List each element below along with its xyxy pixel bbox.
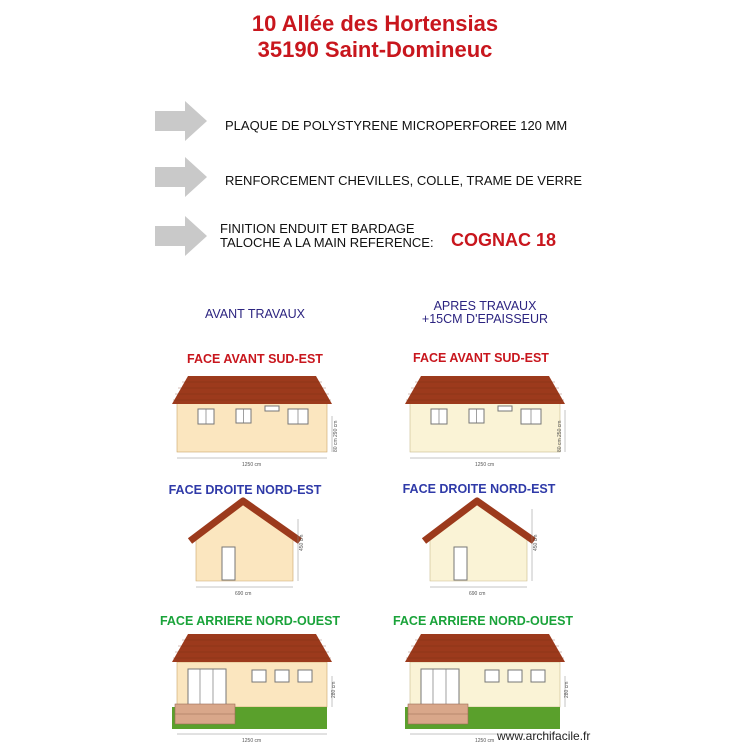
side-width-dimension: 690 cm (469, 591, 486, 597)
step-finish-line-1: FINITION ENDUIT ET BARDAGE (220, 221, 415, 236)
side-elevation-after (424, 499, 544, 599)
arrow-right-icon (155, 101, 207, 141)
step-insulation-text: PLAQUE DE POLYSTYRENE MICROPERFOREE 120 MM (225, 118, 568, 133)
front-height-dimension: 80 cm 250 cm (557, 420, 563, 452)
step-reinforcement-text: RENFORCEMENT CHEVILLES, COLLE, TRAME DE VERRE (225, 173, 583, 188)
step-finish-line-2: TALOCHE A LA MAIN REFERENCE: (220, 235, 434, 250)
face-right-after-title: FACE DROITE NORD-EST (402, 482, 556, 496)
column-after-heading-line-2: +15CM D'EPAISSEUR (421, 312, 549, 326)
site-credit: www.archifacile.fr (497, 729, 591, 743)
column-after-heading-line-1: APRES TRAVAUX (433, 299, 537, 313)
arrow-right-icon (155, 157, 207, 197)
column-before-heading: AVANT TRAVAUX (204, 307, 306, 321)
arrow-right-icon (155, 216, 207, 256)
rear-width-dimension: 1250 cm (475, 738, 495, 744)
side-height-dimension: 450 cm (533, 534, 539, 551)
front-width-dimension: 1250 cm (242, 462, 262, 468)
address-line-2: 35190 Saint-Domineuc (257, 37, 493, 62)
rear-width-dimension: 1250 cm (242, 738, 262, 744)
face-front-after-title: FACE AVANT SUD-EST (413, 351, 549, 365)
face-rear-before-title: FACE ARRIERE NORD-OUEST (159, 614, 341, 628)
rear-height-dimension: 280 cm (331, 681, 337, 698)
rear-elevation-before (170, 632, 340, 750)
face-right-before-title: FACE DROITE NORD-EST (168, 483, 322, 497)
front-elevation-after (403, 372, 573, 472)
side-width-dimension: 690 cm (235, 591, 252, 597)
face-rear-after-title: FACE ARRIERE NORD-OUEST (392, 614, 574, 628)
front-height-dimension: 80 cm 290 cm (333, 420, 339, 452)
front-width-dimension: 1250 cm (475, 462, 495, 468)
front-elevation-before (170, 372, 340, 472)
rear-height-dimension: 280 cm (564, 681, 570, 698)
face-front-before-title: FACE AVANT SUD-EST (187, 352, 323, 366)
side-elevation-before (190, 499, 310, 599)
side-height-dimension: 450 cm (299, 534, 305, 551)
color-reference: COGNAC 18 (451, 230, 557, 250)
address-line-1: 10 Allée des Hortensias (251, 11, 499, 36)
